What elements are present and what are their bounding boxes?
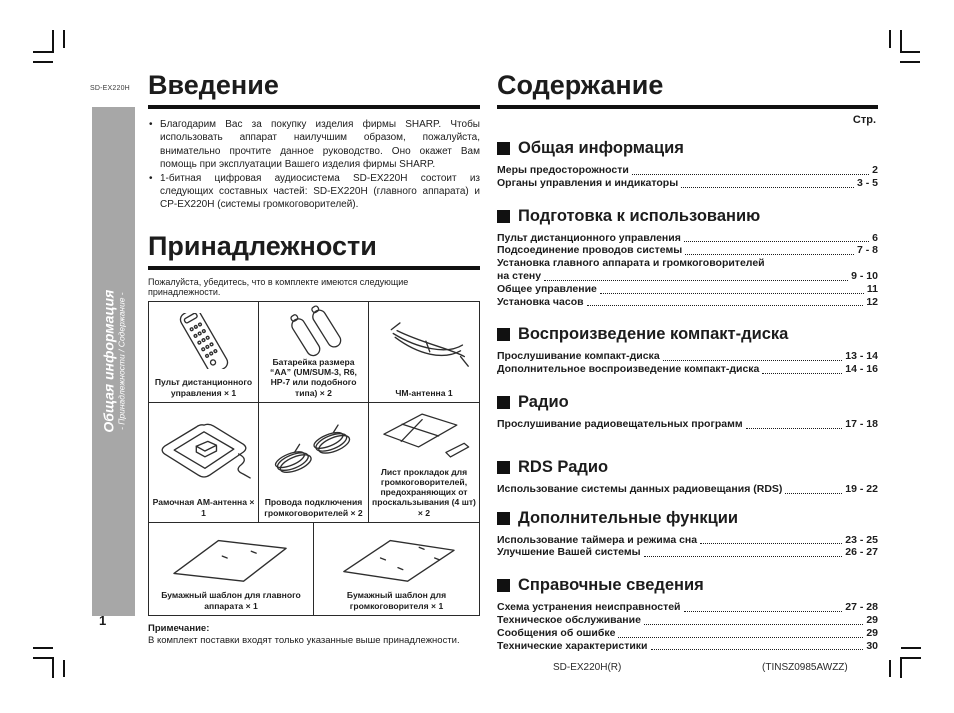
toc-entry: Техническое обслуживание 29	[497, 613, 878, 626]
batteries-icon	[264, 305, 364, 357]
chapter-title: Общая информация	[100, 290, 117, 433]
accessory-cell	[149, 302, 259, 403]
toc-section	[497, 576, 878, 652]
square-bullet-icon	[497, 210, 510, 223]
toc-entry: Общее управление 11	[497, 282, 878, 295]
accessories-lead: Пожалуйста, убедитесь, что в комплекте имеются следующие принадлежности.	[148, 276, 409, 297]
toc-section-heading: Радио	[497, 393, 878, 412]
pad-sheet-icon	[374, 406, 474, 467]
toc-entry-first-line: Установка главного аппарата и громкоговорителей	[497, 257, 765, 270]
contents-column	[497, 72, 878, 652]
toc-section-heading: RDS Радио	[497, 458, 878, 477]
toc-entry: Использование системы данных радиовещания (RDS) 19 - 22	[497, 482, 878, 495]
dot-leader	[684, 611, 843, 612]
accessory-cell	[259, 302, 369, 403]
toc-entry: Установка часов 12	[497, 295, 878, 308]
accessory-cell	[149, 403, 259, 523]
dot-leader	[762, 373, 842, 374]
dot-leader	[544, 280, 848, 281]
accessories-note	[148, 623, 480, 648]
dot-leader	[644, 556, 843, 557]
toc-entry: Сообщения об ошибке 29	[497, 626, 878, 639]
accessory-label: Рамочная AM-антенна × 1	[152, 497, 255, 518]
accessory-cell	[314, 523, 479, 615]
contents-title: Содержание	[497, 72, 878, 109]
fm-antenna-icon	[374, 305, 474, 388]
dot-leader	[632, 174, 869, 175]
intro-bullet: • Благодарим Вас за покупку изделия фирмы SHARP. Чтобы использовать аппарат наилучшим образом, пожалуйста, внимательно прочтите данное руководство. Оно окажет Вам помощь при эксплуатации Вашего изделия фирмы SHARP.	[149, 119, 480, 171]
note-label: Примечание:	[148, 622, 210, 634]
chapter-subtitle: - Принадлежности / Содержание -	[116, 292, 127, 431]
square-bullet-icon	[497, 328, 510, 341]
toc-entry: Органы управления и индикаторы 3 - 5	[497, 176, 878, 189]
square-bullet-icon	[497, 396, 510, 409]
speaker-wires-icon	[264, 406, 364, 498]
toc-section	[497, 509, 878, 560]
toc-entry: на стену 9 - 10	[497, 269, 878, 282]
page-column-label: Стр.	[852, 114, 876, 126]
toc-section	[497, 325, 878, 376]
page-number: 1	[99, 613, 107, 628]
am-loop-antenna-icon	[154, 406, 254, 498]
toc-entry: Пульт дистанционного управления 6	[497, 231, 878, 244]
note-text: В комплект поставки входят только указанные выше принадлежности.	[148, 635, 460, 647]
accessory-label: Лист прокладок для громкоговорителей, предохраняющих от проскальзывания (4 шт) × 2	[372, 467, 476, 518]
accessories-row	[149, 523, 479, 615]
dot-leader	[746, 428, 843, 429]
intro-bullet: • 1-битная цифровая аудиосистема SD-EX220H состоит из следующих составных частей: SD-EX220H (главного аппарата) и CP-EX220H (системы громкоговорителей).	[149, 172, 480, 211]
footer-document-code: (TINSZ0985AWZZ)	[762, 662, 848, 673]
chapter-tab	[92, 107, 135, 616]
square-bullet-icon	[497, 461, 510, 474]
accessories-row	[149, 403, 479, 523]
paper-template-speaker-icon	[324, 526, 470, 591]
toc-section	[497, 458, 878, 496]
dot-leader	[644, 624, 863, 625]
paper-template-main-icon	[158, 526, 304, 591]
toc-entry: Прослушивание компакт-диска 13 - 14	[497, 350, 878, 363]
left-column	[148, 72, 480, 647]
intro-title: Введение	[148, 72, 480, 109]
accessory-label: Пульт дистанционного управления × 1	[154, 377, 253, 398]
toc-entry: Использование таймера и режима сна 23 - 25	[497, 533, 878, 546]
dot-leader	[618, 637, 863, 638]
toc-section-heading: Подготовка к использованию	[497, 207, 878, 226]
accessory-cell	[149, 523, 314, 615]
square-bullet-icon	[497, 142, 510, 155]
bullet-icon: •	[149, 172, 153, 184]
toc-section-heading: Дополнительные функции	[497, 509, 878, 528]
toc-entry: Схема устранения неисправностей 27 - 28	[497, 601, 878, 614]
toc-entry: Меры предосторожности 2	[497, 164, 878, 176]
toc-section	[497, 393, 878, 431]
toc-entry: Подсоединение проводов системы 7 - 8	[497, 244, 878, 257]
square-bullet-icon	[497, 512, 510, 525]
dot-leader	[684, 241, 869, 242]
toc-section-heading: Справочные сведения	[497, 576, 878, 595]
toc-section	[497, 139, 878, 190]
accessory-label: Батарейка размера “AA” (UM/SUM-3, R6, HP-7 или подобного типа) × 2	[270, 357, 357, 398]
toc-entry: Улучшение Вашей системы 26 - 27	[497, 546, 878, 559]
accessories-table	[148, 301, 480, 616]
dot-leader	[587, 305, 864, 306]
bullet-icon: •	[149, 119, 153, 130]
intro-bullet-list	[148, 118, 480, 212]
toc-section-heading: Воспроизведение компакт-диска	[497, 325, 878, 344]
dot-leader	[651, 649, 864, 650]
dot-leader	[681, 187, 854, 188]
dot-leader	[685, 254, 854, 255]
model-label: SD-EX220H	[90, 85, 130, 92]
accessory-label: ЧМ-антенна 1	[395, 387, 453, 398]
dot-leader	[700, 543, 842, 544]
toc-entry: Дополнительное воспроизведение компакт-диска 14 - 16	[497, 363, 878, 376]
accessories-row	[149, 302, 479, 403]
accessory-label: Бумажный шаблон для громкоговорителя × 1	[346, 590, 447, 611]
toc-section-heading: Общая информация	[497, 139, 878, 158]
accessories-title: Принадлежности	[148, 233, 480, 270]
accessory-label: Бумажный шаблон для главного аппарата × 1	[161, 590, 301, 611]
toc-entry: Технические характеристики 30	[497, 639, 878, 652]
accessory-cell	[369, 403, 479, 523]
toc-entry: Прослушивание радиовещательных программ 17 - 18	[497, 417, 878, 430]
dot-leader	[600, 293, 864, 294]
accessory-cell	[369, 302, 479, 403]
chapter-tab-text	[100, 290, 126, 433]
toc-section	[497, 207, 878, 309]
accessory-cell	[259, 403, 369, 523]
footer-model-number: SD-EX220H(R)	[553, 662, 622, 673]
dot-leader	[663, 360, 843, 361]
square-bullet-icon	[497, 579, 510, 592]
accessory-label: Провода подключения громкоговорителей × 2	[264, 497, 363, 518]
remote-control-icon	[154, 305, 254, 378]
dot-leader	[785, 493, 842, 494]
